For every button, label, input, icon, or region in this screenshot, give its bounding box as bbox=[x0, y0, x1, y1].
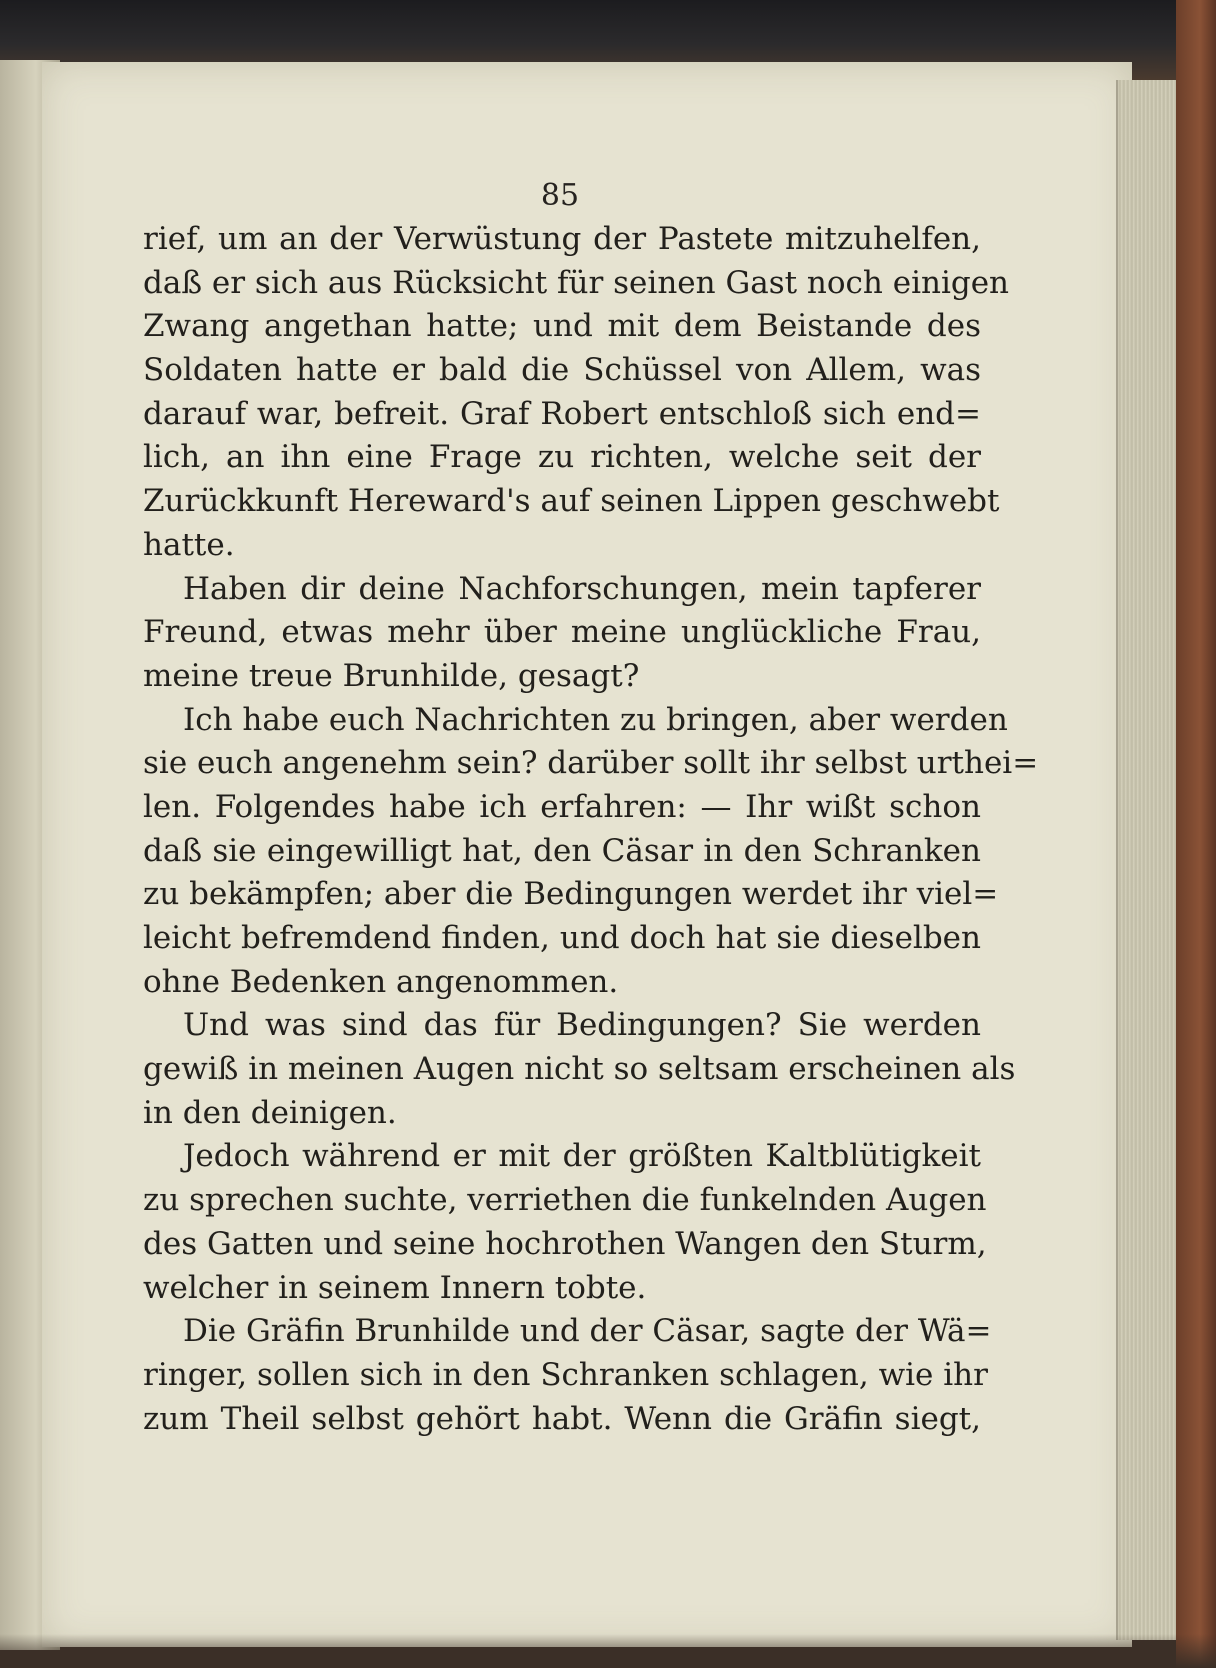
text-line: welcher in seinem Innern tobte. bbox=[143, 1269, 647, 1306]
page-stack-edge bbox=[1116, 80, 1176, 1640]
text-line: ringer, sollen sich in den Schranken schlagen, wie ihr bbox=[143, 1356, 988, 1393]
text-line: des Gatten und seine hochrothen Wangen den Sturm, bbox=[143, 1225, 987, 1262]
text-line: sie euch angenehm sein? darüber sollt ihr selbst urthei= bbox=[143, 745, 1039, 782]
text-line: daß er sich aus Rücksicht für seinen Gast noch einigen bbox=[143, 264, 1010, 301]
text-line: zu bekämpfen; aber die Bedingungen werdet ihr viel= bbox=[143, 876, 999, 913]
text-line: Freund, etwas mehr über meine unglückliche Frau, bbox=[143, 614, 981, 651]
page-body-text bbox=[143, 218, 1039, 1441]
text-line: Zwang angethan hatte; und mit dem Beistande des bbox=[143, 308, 981, 345]
text-line: Soldaten hatte er bald die Schüssel von Allem, was bbox=[143, 352, 981, 389]
text-line: ohne Bedenken angenommen. bbox=[143, 963, 619, 1000]
text-line: leicht befremdend finden, und doch hat sie dieselben bbox=[143, 920, 981, 956]
text-line: in den deinigen. bbox=[143, 1094, 397, 1131]
text-line: hatte. bbox=[143, 526, 235, 563]
text-line: gewiß in meinen Augen nicht so seltsam erscheinen als bbox=[143, 1051, 1016, 1088]
book-cover-right bbox=[1176, 0, 1216, 1668]
text-line: Ich habe euch Nachrichten zu bringen, aber werden bbox=[183, 701, 1008, 738]
text-line: zu sprechen suchte, verriethen die funkelnden Augen bbox=[143, 1182, 987, 1219]
text-line: zum Theil selbst gehört habt. Wenn die Gräfin siegt, bbox=[143, 1400, 981, 1437]
text-line: Jedoch während er mit der größten Kaltblütigkeit bbox=[183, 1138, 981, 1175]
text-line: rief, um an der Verwüstung der Pastete mitzuhelfen, bbox=[143, 221, 981, 257]
text-line: darauf war, befreit. Graf Robert entschloß sich end= bbox=[143, 395, 981, 432]
text-line: lich, an ihn eine Frage zu richten, welche seit der bbox=[143, 439, 981, 476]
page-number: 85 bbox=[540, 178, 580, 213]
text-line: daß sie eingewilligt hat, den Cäsar in den Schranken bbox=[143, 832, 981, 869]
text-line: Haben dir deine Nachforschungen, mein tapferer bbox=[183, 570, 981, 607]
text-line: meine treue Brunhilde, gesagt? bbox=[143, 657, 640, 694]
text-line: Die Gräfin Brunhilde und der Cäsar, sagte der Wä= bbox=[183, 1313, 992, 1350]
bottom-shadow bbox=[0, 1634, 1216, 1668]
text-line: len. Folgendes habe ich erfahren: — Ihr wißt schon bbox=[143, 788, 981, 825]
text-line: Zurückkunft Hereward's auf seinen Lippen geschwebt bbox=[143, 483, 1000, 520]
text-line: Und was sind das für Bedingungen? Sie werden bbox=[183, 1007, 981, 1044]
